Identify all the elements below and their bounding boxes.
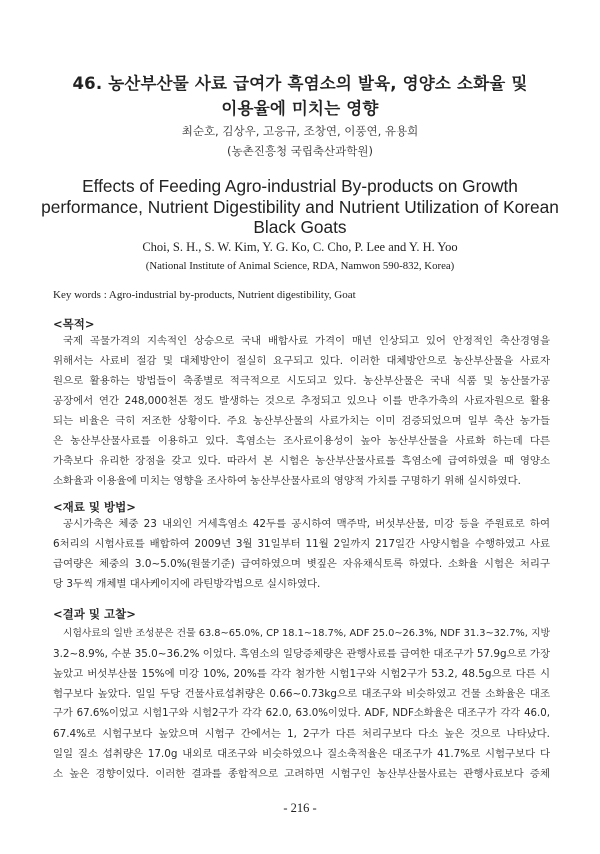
text-line: 구가 67.6%이었고 시험1구와 시험2구가 각각 62.0, 63.0%이었다. ADF, NDF소화율은 대조구가 각각 46.0,	[53, 708, 550, 719]
text-line: 급여량은 체중의 3.0~5.0%(원물기준) 급여하였으며 볏짚은 자유채식토록 하였다. 소화율 시험은 처리구	[53, 558, 550, 570]
text-line: 6처리의 시험사료를 배합하여 2009년 3월 31일부터 11월 2일까지 217일간 사양시험을 수행하였고 사료	[53, 538, 550, 550]
text-line: 67.4%로 시험구보다 높았으며 시험구 간에서는 1, 2구가 다른 처리구보다 다소 높은 것으로 나타났다.	[53, 728, 550, 740]
methods-paragraph	[53, 514, 550, 594]
korean-authors: 최순호, 김상우, 고응규, 조창연, 이풍연, 유용희	[181, 124, 419, 138]
text-line: 원으로 활용하는 방법들이 축종별로 적극적으로 시도되고 있다. 농산부산물은 국내 식품 및 농산물가공	[53, 375, 550, 387]
text-line: 험구보다 높았다. 일일 두당 건물사료섭취량은 0.66~0.73kg으로 대조구와 비슷하였고 건물 소화율은 대조	[53, 688, 550, 700]
text-line: 가축보다 유리한 장점을 갖고 있다. 따라서 본 시험은 농산부산물사료를 흑염소에 급여하였을 때 영양소	[53, 455, 550, 467]
text-line: 3.2~8.9%, 수분 35.0~36.2% 이었다. 흑염소의 일당증체량은 관행사료를 급여한 대조구가 57.9g으로 가장	[53, 648, 550, 660]
text-line: 은 농산부산물사료를 이용하고 있다. 흑염소는 조사료이용성이 높아 농산부산물을 사료화 하는데 다른	[53, 435, 550, 447]
text-line: 당 3두씩 개체별 대사케이지에 라틴방각법으로 실시하였다.	[53, 578, 321, 590]
text-line: 공시가축은 체중 23 내외인 거세흑염소 42두를 공시하여 맥주박, 버섯부산물, 미강 등을 주원료로 하여	[63, 518, 550, 530]
section-heading-methods: <재료 및 방법>	[53, 500, 136, 514]
page-number: - 216 -	[283, 801, 317, 815]
text-line: 시험사료의 일반 조성분은 건물 63.8~65.0%, CP 18.1~18.7%, ADF 25.0~26.3%, NDF 31.3~32.7%, 지방	[63, 628, 550, 639]
text-line: 위해서는 사료비 절감 및 대체방안이 절실히 요구되고 있다. 이러한 대체방안으로 농산부산물을 사료자	[53, 355, 550, 367]
korean-title-line-2: 이용율에 미치는 영향	[221, 99, 379, 118]
purpose-paragraph	[53, 331, 550, 491]
english-title-line-3: Black Goats	[253, 217, 347, 237]
text-line: 일일 질소 섭취량은 17.0g 내외로 대조구와 비슷하였으나 질소축적율은 대조구가 41.7%로 시험구보다 다	[53, 748, 550, 760]
text-line: 국제 곡물가격의 지속적인 상승으로 국내 배합사료 가격이 매년 인상되고 있어 안정적인 축산경영을	[63, 335, 550, 347]
english-authors: Choi, S. H., S. W. Kim, Y. G. Ko, C. Cho, P. Lee and Y. H. Yoo	[142, 240, 458, 254]
section-heading-results: <결과 및 고찰>	[53, 607, 136, 621]
korean-title-line-1: 46. 농산부산물 사료 급여가 흑염소의 발육, 영양소 소화율 및	[72, 74, 528, 93]
english-title-line-1: Effects of Feeding Agro-industrial By-products on Growth	[82, 176, 518, 196]
results-paragraph	[53, 624, 550, 784]
keywords: Key words : Agro-industrial by-products, Nutrient digestibility, Goat	[53, 289, 356, 301]
text-line: 소 높은 경향이었다. 이러한 결과를 종합적으로 고려하면 시험구인 농산부산물사료는 관행사료보다 증체	[53, 768, 550, 780]
text-line: 소화율과 이용율에 미치는 영향을 조사하여 농산부산물사료의 영양적 가치를 구명하기 위해 실시하였다.	[53, 475, 521, 487]
text-line: 공장에서 연간 248,000천톤 정도 발생하는 것으로 추정되고 있으나 이를 반추가축의 사료자원으로 활용	[53, 395, 550, 407]
korean-affiliation: (농촌진흥청 국립축산과학원)	[227, 144, 373, 158]
section-heading-purpose: <목적>	[53, 317, 95, 331]
english-title-line-2: performance, Nutrient Digestibility and Nutrient Utilization of Korean	[41, 197, 559, 217]
text-line: 되는 비율은 극히 저조한 상황이다. 주요 농산부산물의 사료가치는 이미 검증되었으며 일부 축산 농가들	[53, 415, 550, 427]
text-line: 높았고 버섯부산물 15%에 미강 10%, 20%를 각각 첨가한 시험1구와 시험2구가 53.2, 48.5g으로 다른 시	[53, 668, 550, 680]
english-affiliation: (National Institute of Animal Science, RDA, Namwon 590-832, Korea)	[145, 260, 455, 272]
